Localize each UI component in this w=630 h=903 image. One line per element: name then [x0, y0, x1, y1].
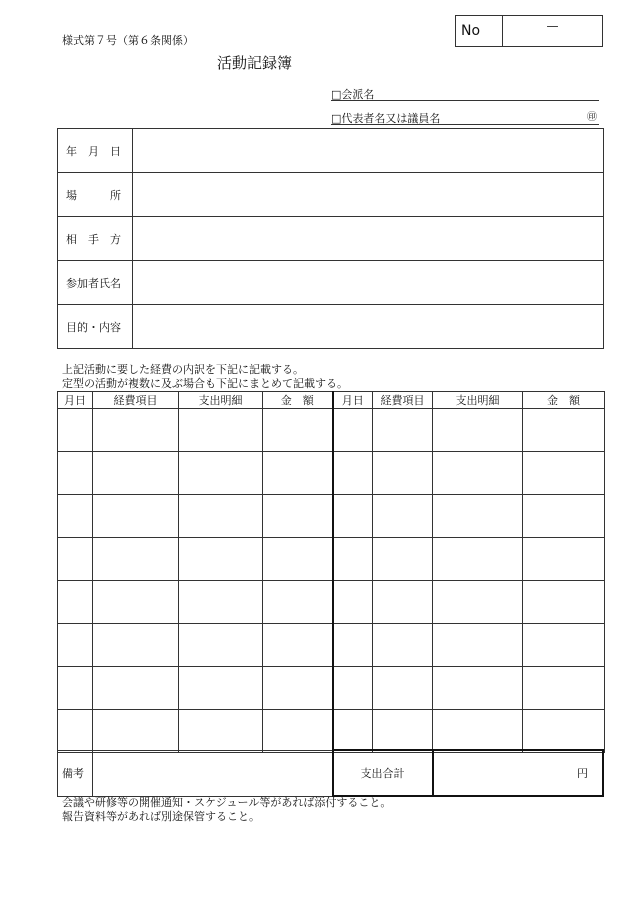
- info-row-field[interactable]: [133, 217, 604, 261]
- expense-cell[interactable]: [373, 581, 433, 624]
- expense-cell[interactable]: [93, 452, 179, 495]
- expense-cell[interactable]: [523, 495, 605, 538]
- expense-cell[interactable]: [373, 624, 433, 667]
- expense-cell[interactable]: [433, 710, 523, 753]
- representative-line[interactable]: [331, 124, 599, 125]
- seal-mark: ㊞: [587, 112, 597, 123]
- expense-cell[interactable]: [523, 710, 605, 753]
- info-row-field[interactable]: [133, 173, 604, 217]
- expense-cell[interactable]: [433, 409, 523, 452]
- expense-cell[interactable]: [263, 409, 333, 452]
- expense-cell[interactable]: [333, 710, 373, 753]
- expense-header-cell: 月日: [58, 392, 93, 409]
- expense-cell[interactable]: [179, 495, 263, 538]
- expense-row: [58, 624, 605, 667]
- expense-cell[interactable]: [373, 538, 433, 581]
- expense-cell[interactable]: [523, 452, 605, 495]
- expense-cell[interactable]: [93, 667, 179, 710]
- expense-row: [58, 452, 605, 495]
- expense-header-cell: 経費項目: [373, 392, 433, 409]
- expense-cell[interactable]: [523, 624, 605, 667]
- expense-cell[interactable]: [179, 624, 263, 667]
- info-row-field[interactable]: [133, 129, 604, 173]
- expense-cell[interactable]: [263, 581, 333, 624]
- expense-cell[interactable]: [333, 667, 373, 710]
- expense-cell[interactable]: [523, 409, 605, 452]
- expense-cell[interactable]: [179, 538, 263, 581]
- note-below-1: 会議や研修等の開催通知・スケジュール等があれば添付すること。: [62, 796, 392, 809]
- expense-cell[interactable]: [93, 624, 179, 667]
- expense-row: [58, 667, 605, 710]
- info-row-label: 場 所: [58, 173, 133, 217]
- expense-cell[interactable]: [373, 710, 433, 753]
- expense-row: [58, 710, 605, 753]
- faction-line[interactable]: [331, 100, 599, 101]
- expense-cell[interactable]: [58, 667, 93, 710]
- info-row-label: 目的・内容: [58, 305, 133, 349]
- remarks-field[interactable]: [93, 750, 333, 796]
- expense-cell[interactable]: [179, 452, 263, 495]
- expense-cell[interactable]: [93, 409, 179, 452]
- expense-cell[interactable]: [263, 452, 333, 495]
- document-title: 活動記録簿: [217, 54, 293, 72]
- number-value[interactable]: —: [546, 19, 559, 33]
- info-row: [58, 261, 604, 305]
- number-box: [455, 15, 603, 47]
- expense-cell[interactable]: [333, 624, 373, 667]
- expense-cell[interactable]: [263, 538, 333, 581]
- info-row-field[interactable]: [133, 261, 604, 305]
- expense-header-cell: 月日: [333, 392, 373, 409]
- info-row-label: 参加者氏名: [58, 261, 133, 305]
- expense-cell[interactable]: [333, 495, 373, 538]
- expense-cell[interactable]: [433, 452, 523, 495]
- expense-row: [58, 581, 605, 624]
- total-label: 支出合計: [333, 750, 433, 796]
- expense-cell[interactable]: [263, 667, 333, 710]
- expense-cell[interactable]: [93, 495, 179, 538]
- expense-cell[interactable]: [93, 538, 179, 581]
- expense-cell[interactable]: [523, 667, 605, 710]
- expense-cell[interactable]: [373, 495, 433, 538]
- expense-cell[interactable]: [333, 452, 373, 495]
- note-above-1: 上記活動に要した経費の内訳を下記に記載する。: [62, 363, 304, 376]
- expense-header-cell: 経費項目: [93, 392, 179, 409]
- expense-cell[interactable]: [93, 581, 179, 624]
- expense-cell[interactable]: [433, 538, 523, 581]
- info-row-field[interactable]: [133, 305, 604, 349]
- yen-unit: 円: [577, 767, 588, 780]
- faction-label: □会派名: [331, 88, 375, 101]
- expense-cell[interactable]: [179, 581, 263, 624]
- total-amount[interactable]: [433, 750, 604, 796]
- info-row: [58, 305, 604, 349]
- expense-cell[interactable]: [373, 409, 433, 452]
- expense-header-cell: 支出明細: [433, 392, 523, 409]
- expense-cell[interactable]: [433, 581, 523, 624]
- expense-cell[interactable]: [333, 538, 373, 581]
- info-row: [58, 173, 604, 217]
- expense-row: [58, 495, 605, 538]
- info-row-label: 年 月 日: [58, 129, 133, 173]
- number-label: No: [456, 16, 503, 46]
- expense-cell[interactable]: [523, 538, 605, 581]
- remarks-label: 備考: [58, 750, 93, 796]
- expense-cell[interactable]: [373, 452, 433, 495]
- info-row: [58, 129, 604, 173]
- expense-cell[interactable]: [179, 710, 263, 753]
- expense-cell[interactable]: [263, 495, 333, 538]
- expense-row: [58, 538, 605, 581]
- note-below-2: 報告資料等があれば別途保管すること。: [62, 810, 260, 823]
- expense-table: [57, 391, 605, 753]
- expense-cell[interactable]: [58, 710, 93, 753]
- expense-cell[interactable]: [58, 495, 93, 538]
- representative-label: □代表者名又は議員名: [331, 112, 441, 125]
- expense-cell[interactable]: [263, 624, 333, 667]
- expense-row: [58, 409, 605, 452]
- note-above-2: 定型の活動が複数に及ぶ場合も下記にまとめて記載する。: [62, 377, 348, 390]
- expense-cell[interactable]: [179, 409, 263, 452]
- expense-cell[interactable]: [333, 409, 373, 452]
- footer-table: [57, 749, 604, 797]
- expense-header-cell: 支出明細: [179, 392, 263, 409]
- expense-header-cell: 金 額: [523, 392, 605, 409]
- expense-cell[interactable]: [433, 667, 523, 710]
- expense-cell[interactable]: [58, 538, 93, 581]
- info-row: [58, 217, 604, 261]
- expense-cell[interactable]: [333, 581, 373, 624]
- expense-cell[interactable]: [523, 581, 605, 624]
- expense-cell[interactable]: [58, 581, 93, 624]
- info-row-label: 相 手 方: [58, 217, 133, 261]
- expense-cell[interactable]: [263, 710, 333, 753]
- expense-cell[interactable]: [58, 624, 93, 667]
- expense-cell[interactable]: [58, 409, 93, 452]
- expense-cell[interactable]: [433, 624, 523, 667]
- expense-cell[interactable]: [179, 667, 263, 710]
- expense-header-cell: 金 額: [263, 392, 333, 409]
- expense-cell[interactable]: [93, 710, 179, 753]
- form-number: 様式第７号（第６条関係）: [62, 34, 194, 47]
- activity-info-table: [57, 128, 604, 349]
- expense-cell[interactable]: [58, 452, 93, 495]
- expense-cell[interactable]: [433, 495, 523, 538]
- expense-cell[interactable]: [373, 667, 433, 710]
